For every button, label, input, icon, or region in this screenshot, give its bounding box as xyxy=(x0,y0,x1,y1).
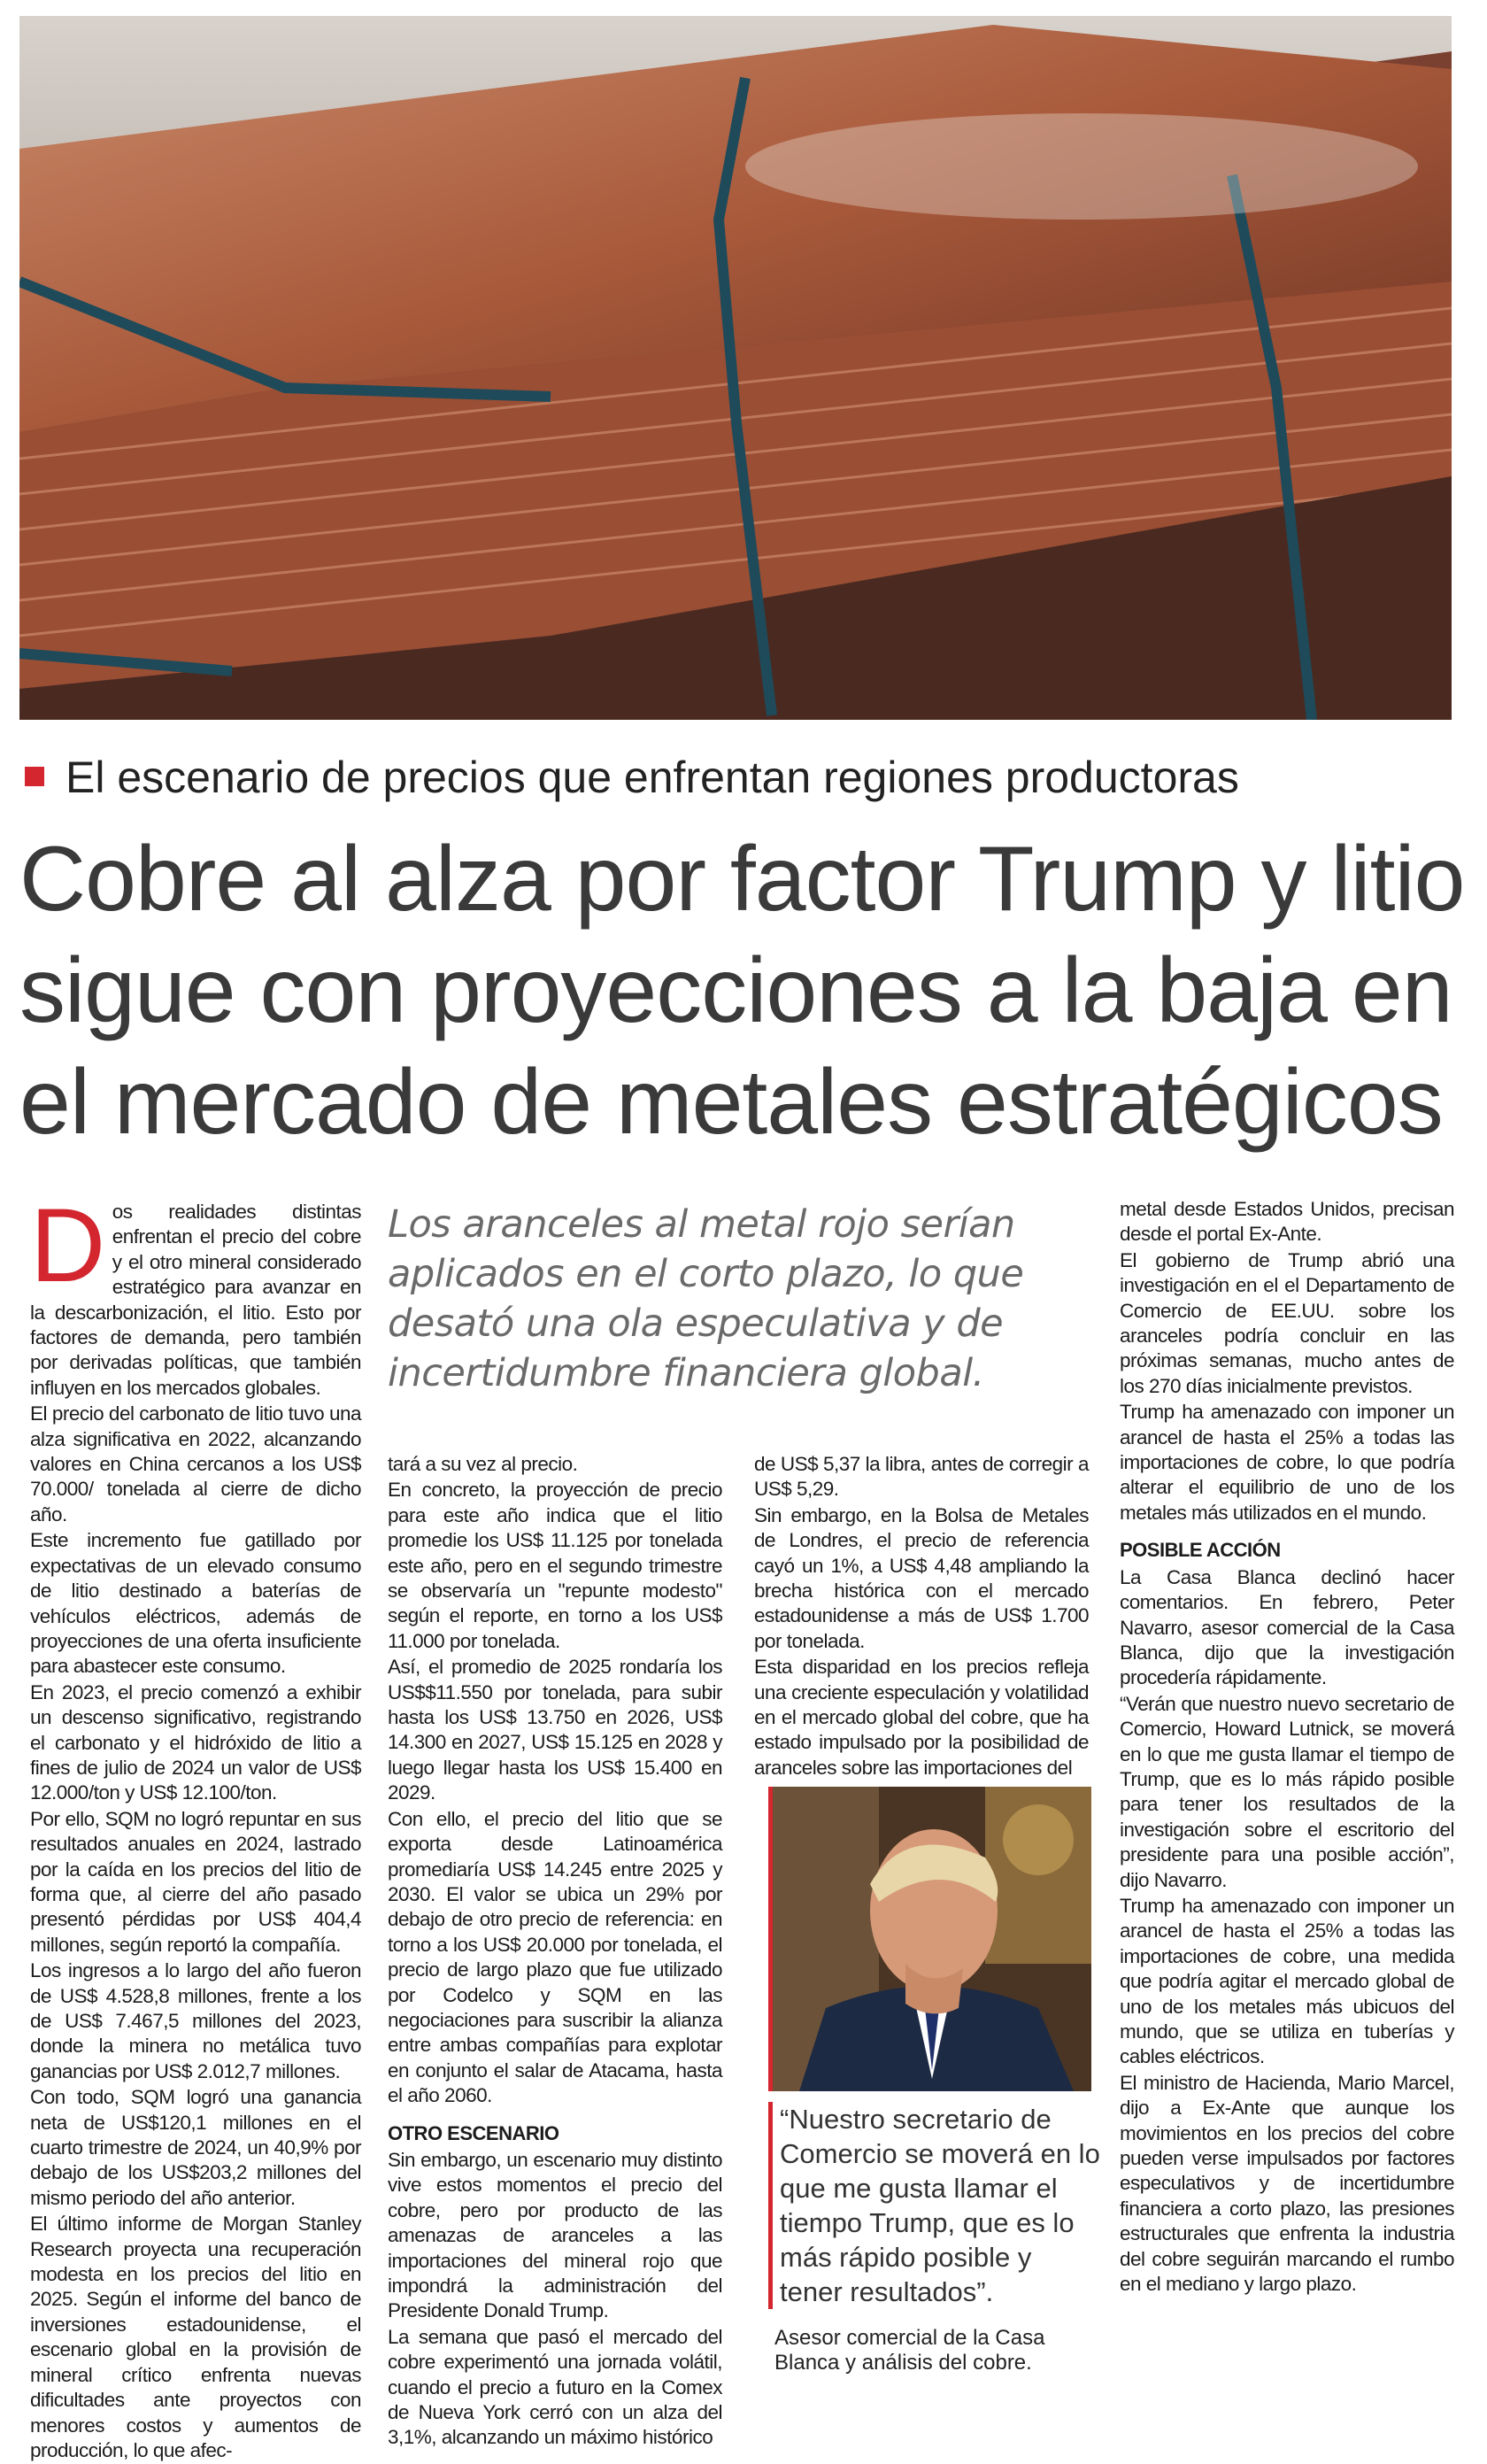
paragraph xyxy=(30,1187,361,1401)
paragraph: El precio del carbonato de litio tuvo una alza significativa en 2022, alcanzando valores en China cercanos a los US$ 70.000/ tonelada al cierre de dicho año. xyxy=(30,1402,361,1526)
caption-line: Blanca y análisis del cobre. xyxy=(774,2351,1032,2375)
paragraph: La semana que pasó el mercado del cobre experimentó una jornada volátil, cuando el precio a futuro en la Comex de Nueva York cerró con un alza del 3,1%, alcanzando un máximo histórico xyxy=(388,2325,722,2449)
article-column-3 xyxy=(754,1452,1089,1781)
paragraph: Sin embargo, un escenario muy distinto vive estos momentos el precio del cobre, pero por producto de las amenazas de aranceles a las importaciones del mineral rojo que impondrá la administración del Presidente Donald Trump. xyxy=(388,2148,722,2322)
pull-quote-line: tener resultados”. xyxy=(780,2276,994,2307)
headline-line: el mercado de metales estratégicos xyxy=(19,1051,1443,1154)
paragraph: Así, el promedio de 2025 rondaría los US$$11.550 por tonelada, para subir hasta los US$ 13.750 en 2026, US$ 14.300 en 2027, US$ 15.125 en 2028 y luego llegar hasta los US$ 15.400 en 2029. xyxy=(388,1656,722,1804)
copper-cathodes-photo xyxy=(19,16,1452,720)
paragraph: El ministro de Hacienda, Mario Marcel, dijo a Ex-Ante que aunque los movimientos en los precios del cobre pueden verse impulsados por factores especulativos y de incertidumbre financiera a corto plazo, las presiones estructurales que enfrenta la industria del cobre seguirán marcando el rumbo en el mediano y largo plazo. xyxy=(1120,2071,1454,2296)
lead-quote-line: incertidumbre financiera global. xyxy=(388,1351,984,1395)
headline-line: Cobre al alza por factor Trump y litio xyxy=(19,828,1465,931)
headline-line: sigue con proyecciones a la baja en xyxy=(19,939,1452,1042)
paragraph: En 2023, el precio comenzó a exhibir un descenso significativo, registrando el carbonato y el hidróxido de litio a fines de julio de 2024 un valor de US$ 12.000/ton y US$ 12.100/ton. xyxy=(30,1680,361,1804)
lead-quote-line: Los aranceles al metal rojo serían xyxy=(388,1202,1015,1247)
article-column-2 xyxy=(388,1452,722,2452)
trump-portrait-photo xyxy=(768,1787,1091,2091)
paragraph: de US$ 5,37 la libra, antes de corregir a US$ 5,29. xyxy=(754,1453,1089,1501)
paragraph: tará a su vez al precio. xyxy=(388,1453,578,1475)
pull-quote-line: “Nuestro secretario de xyxy=(780,2104,1052,2135)
paragraph: Con ello, el precio del litio que se exporta desde Latinoamérica promediaría US$ 14.245 entre 2025 y 2030. El valor se ubica un 29% por debajo de otro precio de referencia: en torno a los US$ 20.000 por tonelada, el precio de largo plazo que fue utilizado por Codelco y SQM en las negociaciones para suscribir la alianza entre ambas compañías para explotar en conjunto el salar de Atacama, hasta el año 2060. xyxy=(388,1807,722,2107)
lead-quote-line: desató una ola especulativa y de xyxy=(388,1302,1004,1346)
caption-line: Asesor comercial de la Casa xyxy=(774,2326,1045,2350)
red-square-icon xyxy=(25,767,44,786)
headline xyxy=(19,823,1471,1158)
paragraph: Trump ha amenazado con imponer un arancel de hasta el 25% a todas las importaciones de cobre, una medida que podría agitar el mercado global de uno de los metales más ubicuos del mundo, que se utiliza en tuberías y cables eléctricos. xyxy=(1120,1894,1454,2068)
paragraph: Esta disparidad en los precios refleja una creciente especulación y volatilidad en el mercado global del cobre, que ha estado impulsado por la posibilidad de aranceles sobre las importaciones del xyxy=(754,1656,1089,1779)
paragraph: “Verán que nuestro nuevo secretario de Comercio, Howard Lutnick, se moverá en lo que me gusta llamar el tiempo de Trump, que es lo más rápido posible para tener los resultados de la investigación sobre el escritorio del presidente para una posible acción”, dijo Navarro. xyxy=(1120,1692,1454,1891)
paragraph: En concreto, la proyección de precio para este año indica que el litio promedie los US$ 11.125 por tonelada este año, pero en el segundo trimestre se observaría un "repunte modesto" según el reporte, en torno a los US$ 11.000 por tonelada. xyxy=(388,1479,722,1652)
pull-quote-line: Comercio se moverá en lo xyxy=(780,2138,1100,2169)
pull-quote-line: que me gusta llamar el xyxy=(780,2173,1058,2204)
paragraph: Los ingresos a lo largo del año fueron de US$ 4.528,8 millones, frente a los de US$ 7.467,5 millones del 2023, donde la minera no metálica tuvo ganancias por US$ 2.012,7 millones. xyxy=(30,1959,361,2082)
article-column-4 xyxy=(1120,1197,1454,2298)
section-subheading: POSIBLE ACCIÓN xyxy=(1120,1539,1281,1562)
photo-caption xyxy=(774,2326,1093,2375)
paragraph: La Casa Blanca declinó hacer comentarios. En febrero, Peter Navarro, asesor comercial de la Casa Blanca, dijo que la investigación procedería rápidamente. xyxy=(1120,1565,1454,1689)
paragraph: Este incremento fue gatillado por expectativas de un elevado consumo de litio destinado a baterías de vehículos eléctricos, además de proyecciones de una oferta insuficiente para abastecer este consumo. xyxy=(30,1529,361,1678)
paragraph-text: os realidades distintas enfrentan el precio del cobre y el otro mineral considerado estratégico para avanzar en la descarbonización, el litio. Esto por factores de demanda, pero también por derivadas políticas, que también influyen en los mercados globales. xyxy=(30,1201,361,1399)
lead-quote-line: aplicados en el corto plazo, lo que xyxy=(388,1252,1024,1296)
pull-quote-line: más rápido posible y xyxy=(780,2242,1032,2273)
paragraph: metal desde Estados Unidos, precisan desde el portal Ex-Ante. xyxy=(1120,1198,1454,1246)
lead-quote xyxy=(388,1200,1087,1398)
article-column-1 xyxy=(30,1187,361,2464)
kicker xyxy=(19,751,1452,804)
kicker-text: El escenario de precios que enfrentan regiones productoras xyxy=(65,753,1239,802)
section-subheading: OTRO ESCENARIO xyxy=(388,2121,559,2144)
paragraph: El último informe de Morgan Stanley Research proyecta una recuperación modesta en los precios del litio en 2025. Según el informe del banco de inversiones estadounidense, el escenario global en la provisión de mineral crítico enfrenta nuevas dificultades ante proyectos con menores costos y aumentos de producción, lo que afec- xyxy=(30,2213,361,2461)
paragraph: El gobierno de Trump abrió una investigación en el el Departamento de Comercio de EE.UU. sobre los aranceles podría concluir en las próximas semanas, mucho antes de los 270 días inicialmente previstos. xyxy=(1120,1248,1454,1397)
paragraph: Con todo, SQM logró una ganancia neta de US$120,1 millones en el cuarto trimestre de 2024, un 40,9% por debajo de los US$203,2 millones del mismo periodo del año anterior. xyxy=(30,2086,361,2209)
dropcap: D xyxy=(30,1187,105,1304)
pull-quote xyxy=(768,2102,1100,2309)
paragraph: Trump ha amenazado con imponer un arancel de hasta el 25% a todas las importaciones de cobre, lo que podría alterar el equilibrio de uno de los metales más utilizados en el mundo. xyxy=(1120,1401,1454,1524)
pull-quote-line: tiempo Trump, que es lo xyxy=(780,2207,1075,2238)
paragraph: Por ello, SQM no logró repuntar en sus resultados anuales en 2024, lastrado por la caída en los precios del litio de forma que, al cierre del año pasado presentó pérdidas por US$ 404,4 millones, según reportó la compañía. xyxy=(30,1807,361,1956)
paragraph: Sin embargo, en la Bolsa de Metales de Londres, el precio de referencia cayó un 1%, a US$ 4,48 ampliando la brecha histórica con el mercado estadounidense a más de US$ 1.700 por tonelada. xyxy=(754,1503,1089,1652)
